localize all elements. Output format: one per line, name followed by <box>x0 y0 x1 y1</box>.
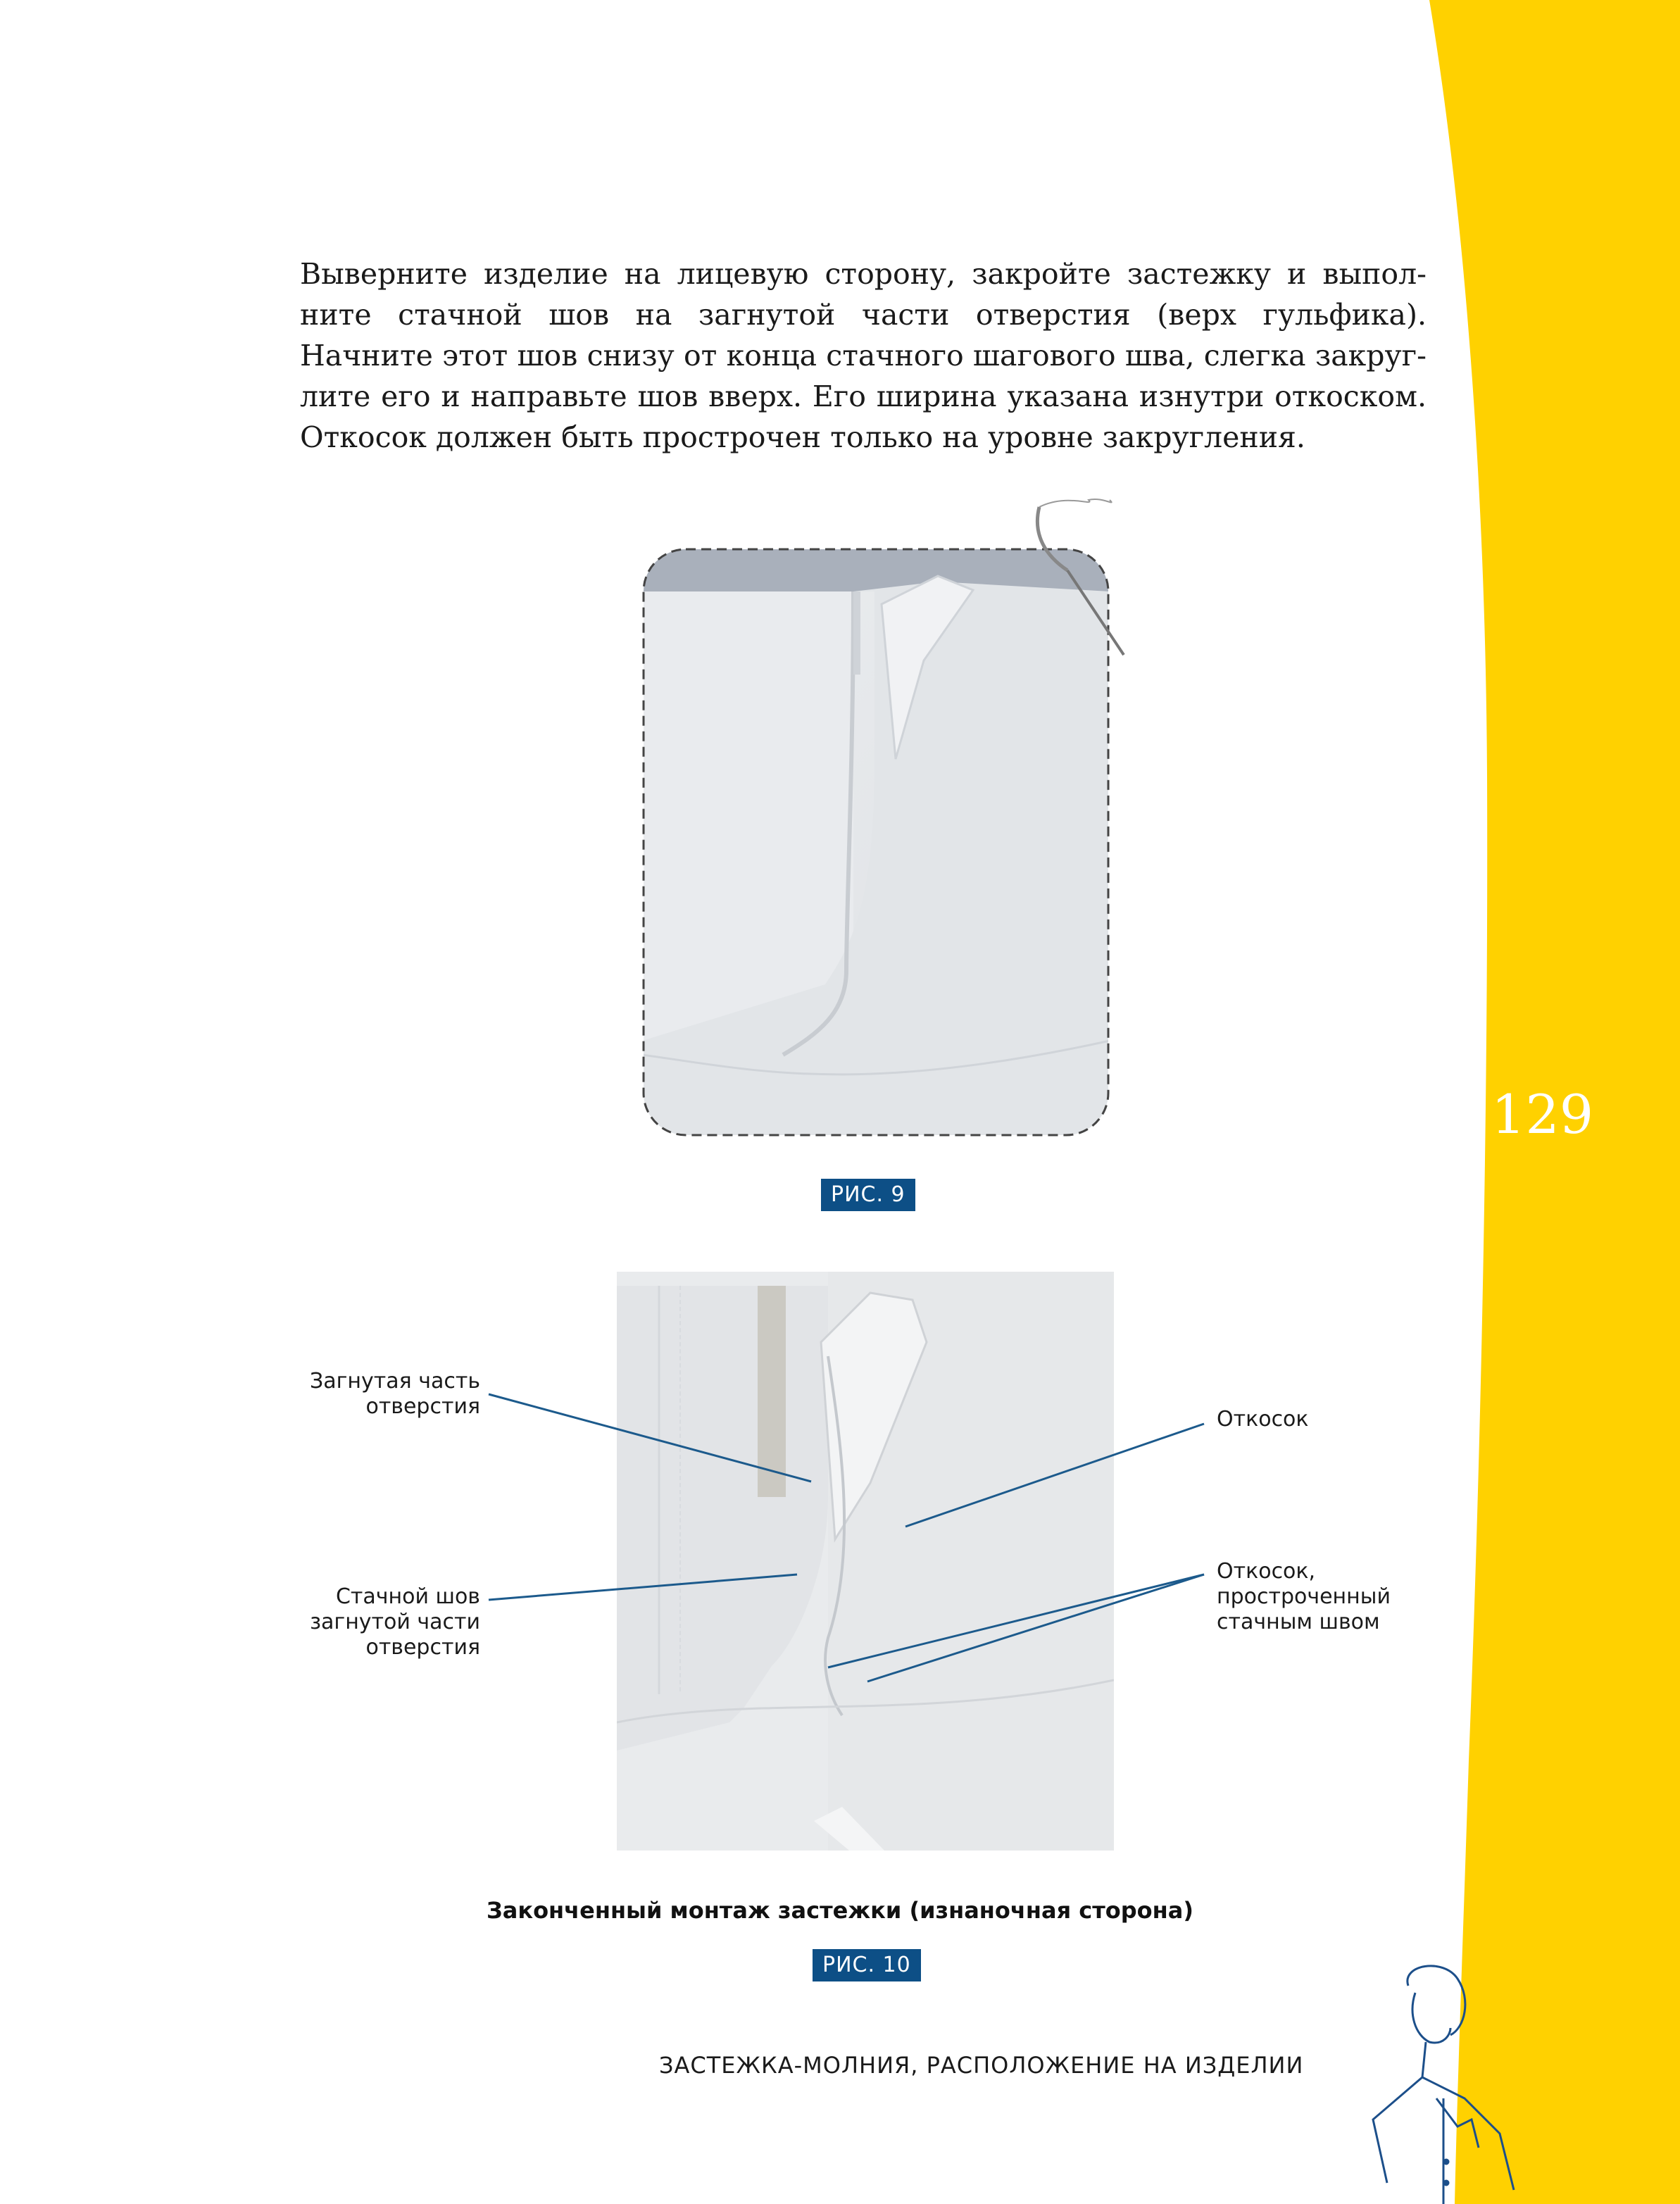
label-facing-stitched: Откосок, простроченный стачным швом <box>1217 1559 1391 1634</box>
paragraph-line: лите его и направьте шов вверх. Его ширина указана изнутри откоском. <box>300 380 1427 413</box>
label-facing: Откосок <box>1217 1407 1309 1432</box>
needle-icon <box>1025 493 1138 662</box>
label-folded-part: Загнутая часть отверстия <box>310 1369 480 1419</box>
paragraph-line: Откосок должен быть прострочен только на уровне закругления. <box>300 420 1305 454</box>
figure-10-photo <box>617 1272 1114 1851</box>
paragraph-line: Начните этот шов снизу от конца стачного шагового шва, слегка закруг- <box>300 339 1427 372</box>
page-number: 129 <box>1491 1083 1594 1146</box>
figure-9-label: РИС. 9 <box>821 1179 915 1211</box>
paragraph-line: Выверните изделие на лицевую сторону, закройте застежку и выпол- <box>300 257 1427 291</box>
instruction-paragraph <box>300 253 1427 458</box>
running-footer: ЗАСТЕЖКА-МОЛНИЯ, РАСПОЛОЖЕНИЕ НА ИЗДЕЛИИ <box>659 2052 1304 2079</box>
figure-10-label: РИС. 10 <box>813 1949 921 1981</box>
figure-10-caption: Законченный монтаж застежки (изнаночная сторона) <box>487 1897 1193 1924</box>
figure-10-illustration <box>617 1272 1114 1851</box>
label-seam: Стачной шов загнутой части отверстия <box>310 1584 480 1660</box>
paragraph-line: ните стачной шов на загнутой части отверстия (верх гульфика). <box>300 298 1427 332</box>
fashion-sketch-icon <box>1359 1958 1528 2204</box>
